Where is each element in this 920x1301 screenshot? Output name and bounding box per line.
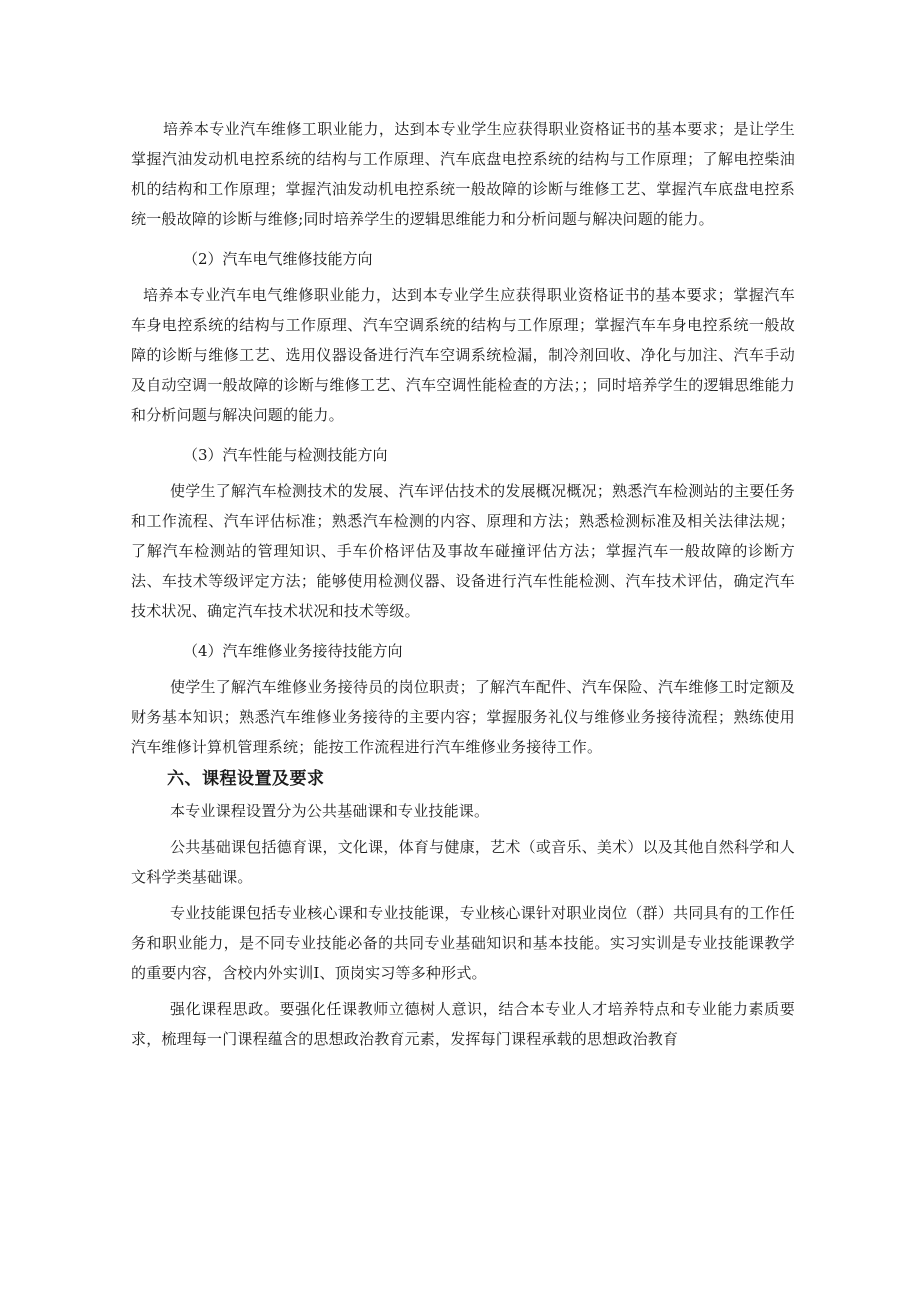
section-heading-curriculum: 六、课程设置及要求 [167,769,325,789]
paragraph-performance-testing: 使学生了解汽车检测技术的发展、汽车评估技术的发展概况概况；熟悉汽车检测站的主要任务和工作流程、汽车评估标准；熟悉汽车检测的内容、原理和方法；熟悉检测标准及相关法律法规；了解汽车检测站的管理知识、手车价格评估及事故车碰撞评估方法；掌握汽车一般故障的诊断方法、车技术等级评定方法；能够使用检测仪器、设备进行汽车性能检测、汽车技术评估，确定汽车技术状况、确定汽车技术状况和技术等级。 [131,482,795,620]
document-page [131,114,795,1054]
paragraph-auto-repair-ability: 培养本专业汽车维修工职业能力，达到本专业学生应获得职业资格证书的基本要求；是让学生掌握汽油发动机电控系统的结构与工作原理、汽车底盘电控系统的结构与工作原理；了解电控柴油机的结构和工作原理；掌握汽油发动机电控系统一般故障的诊断与维修工艺、掌握汽车底盘电控系统一般故障的诊断与维修;同时培养学生的逻辑思维能力和分析问题与解决问题的能力。 [131,120,795,228]
paragraph-curriculum-overview: 本专业课程设置分为公共基础课和专业技能课。 [170,802,490,820]
paragraph-service-reception: 使学生了解汽车维修业务接待员的岗位职责；了解汽车配件、汽车保险、汽车维修工时定额及财务基本知识；熟悉汽车维修业务接待的主要内容；掌握服务礼仪与维修业务接待流程；熟练使用汽车维修计算机管理系统；能按工作流程进行汽车维修业务接待工作。 [131,678,795,756]
sub-heading-performance-testing: （3）汽车性能与检测技能方向 [183,446,388,464]
paragraph-professional-courses: 专业技能课包括专业核心课和专业技能课，专业核心课针对职业岗位（群）共同具有的工作任务和职业能力，是不同专业技能必备的共同专业基础知识和基本技能。实习实训是专业技能课教学的重要内容，含校内外实训I、顶岗实习等多种形式。 [131,904,795,982]
paragraph-course-ideology: 强化课程思政。要强化任课教师立德树人意识，结合本专业人才培养特点和专业能力素质要求，梳理每一门课程蕴含的思想政治教育元素，发挥每门课程承载的思想政治教育 [131,1000,795,1048]
paragraph-electrical-repair: 培养本专业汽车电气维修职业能力，达到本专业学生应获得职业资格证书的基本要求；掌握汽车车身电控系统的结构与工作原理、汽车空调系统的结构与工作原理；掌握汽车车身电控系统一般故障的诊断与维修工艺、选用仪器设备进行汽车空调系统检漏，制冷剂回收、净化与加注、汽车手动及自动空调一般故障的诊断与维修工艺、汽车空调性能检查的方法；；同时培养学生的逻辑思维能力和分析问题与解决问题的能力。 [131,286,795,424]
paragraph-public-basic-courses: 公共基础课包括德育课，文化课，体育与健康，艺术（或音乐、美术）以及其他自然科学和人文科学类基础课。 [131,838,795,886]
sub-heading-service-reception: （4）汽车维修业务接待技能方向 [183,642,403,660]
sub-heading-electrical-repair: （2）汽车电气维修技能方向 [183,250,373,268]
